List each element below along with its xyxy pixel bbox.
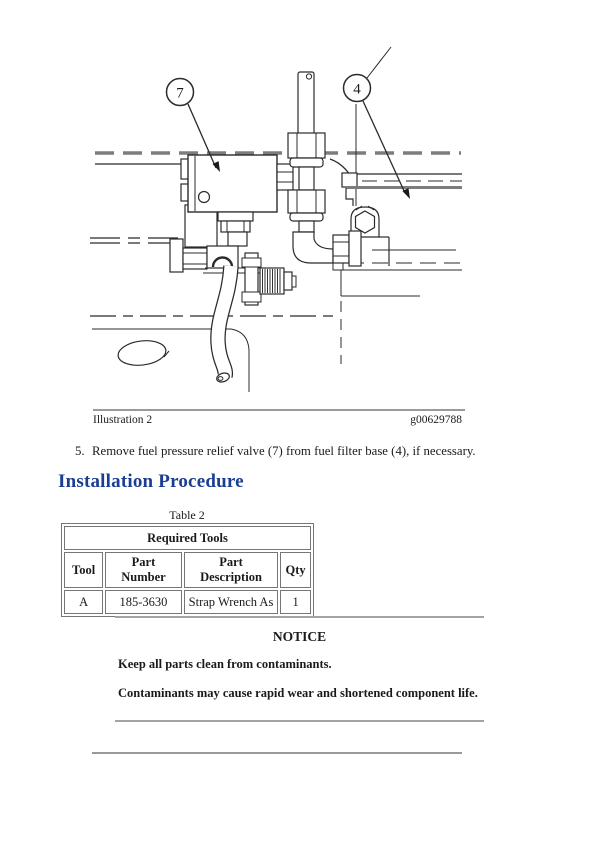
table-header-row bbox=[64, 552, 311, 588]
technical-illustration bbox=[0, 0, 600, 412]
illustration-separator bbox=[93, 409, 465, 411]
notice-top-rule bbox=[115, 616, 484, 618]
cell-tool: A bbox=[64, 590, 103, 614]
section-heading: Installation Procedure bbox=[58, 471, 244, 492]
cell-qty: 1 bbox=[280, 590, 311, 614]
page-section-rule bbox=[92, 752, 462, 754]
relief-valve-body bbox=[181, 155, 293, 247]
table-title-row bbox=[64, 526, 311, 550]
illustration-caption-row bbox=[93, 414, 462, 426]
col-header-part-description: Part Description bbox=[184, 552, 279, 588]
procedure-step-5 bbox=[75, 444, 515, 460]
callout-4-label: 4 bbox=[353, 81, 361, 98]
col-header-part-number: Part Number bbox=[105, 552, 182, 588]
callout-7-label: 7 bbox=[176, 85, 184, 102]
notice-line-2: Contaminants may cause rapid wear and shortened component life. bbox=[118, 686, 478, 700]
notice-line-1: Keep all parts clean from contaminants. bbox=[118, 657, 332, 671]
cell-part-number: 185-3630 bbox=[105, 590, 182, 614]
illustration-figure-id: g00629788 bbox=[410, 414, 462, 426]
step-number: 5. bbox=[75, 444, 85, 458]
notice-block bbox=[115, 616, 484, 722]
step-text: Remove fuel pressure relief valve (7) from fuel filter base (4), if necessary. bbox=[92, 444, 476, 458]
table-caption: Table 2 bbox=[169, 508, 205, 522]
table-row bbox=[64, 590, 311, 614]
notice-title: NOTICE bbox=[272, 629, 327, 644]
illustration-caption: Illustration 2 bbox=[93, 414, 153, 426]
drain-hose bbox=[216, 266, 231, 384]
fuel-line-fittings bbox=[288, 72, 361, 270]
col-header-tool: Tool bbox=[64, 552, 103, 588]
col-header-qty: Qty bbox=[280, 552, 311, 588]
required-tools-table bbox=[61, 523, 314, 617]
table-title: Required Tools bbox=[64, 526, 311, 550]
notice-bottom-rule bbox=[115, 720, 484, 722]
cell-part-description: Strap Wrench As bbox=[184, 590, 279, 614]
